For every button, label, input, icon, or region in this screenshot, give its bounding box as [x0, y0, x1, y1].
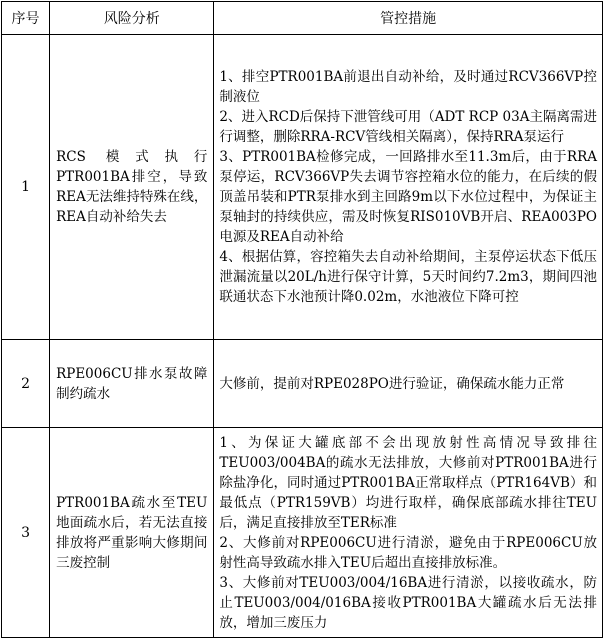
risk-analysis-cell: RCS 模式执行PTR001BA排空，导致REA无法维持特殊在线，REA自动补给失去 — [50, 35, 214, 340]
table-row — [2, 340, 603, 428]
control-item: 1、排空PTR001BA前退出自动补给，及时通过RCV366VP控制液位 — [219, 69, 597, 105]
control-item: 2、进入RCD后保持下泄管线可用（ADT RCP 03A主隔离需进行调整，删除RRA-RCV管线相关隔离），保持RRA泵运行 — [219, 109, 597, 145]
control-item: 2、大修前对RPE006CU进行清淤，避免由于RPE006CU放射性高导致疏水排入TEU后超出直接排放标准。 — [219, 534, 597, 571]
table-row — [2, 35, 603, 340]
table-header-row — [2, 2, 603, 35]
row-number: 1 — [2, 35, 50, 340]
header-risk-analysis: 风险分析 — [50, 2, 214, 35]
header-seq-no: 序号 — [2, 2, 50, 35]
row-number: 2 — [2, 340, 50, 428]
row-number: 3 — [2, 428, 50, 638]
control-item: 4、根据估算，容控箱失去自动补给期间，主泵停运状态下低压泄漏流量以20L/h进行保守计算，5天时间约7.2m3，期间四池联通状态下水池预计降0.02m，水池液位下降可控 — [219, 249, 597, 305]
risk-control-table — [1, 1, 603, 638]
control-item: 3、PTR001BA检修完成，一回路排水至11.3m后，由于RRA泵停运，RCV366VP失去调节容控箱水位的能力，在后续的假顶盖吊装和PTR泵排水到主回路9m以下水位过程中，为保证主泵轴封的持续供应，需及时恢复RIS010VB开启、REA003PO电源及REA自动补给 — [219, 149, 597, 245]
risk-analysis-cell: RPE006CU排水泵故障制约疏水 — [50, 340, 214, 428]
risk-analysis-cell: PTR001BA疏水至TEU地面疏水后，若无法直接排放将严重影响大修期间三废控制 — [50, 428, 214, 638]
table-row — [2, 428, 603, 638]
control-item: 1、为保证大罐底部不会出现放射性高情况导致排往TEU003/004BA的疏水无法排放，大修前对PTR001BA进行除盐净化，同时通过PTR001BA正常取样点（PTR164VB）和最低点（PTR159VB）均进行取样，确保底部疏水排往TEU后，满足直接排放至TER标准 — [219, 434, 597, 531]
header-control-measures: 管控措施 — [214, 2, 603, 35]
control-item: 3、大修前对TEU003/004/16BA进行清淤，以接收疏水，防止TEU003/004/016BA接收PTR001BA大罐疏水后无法排放，增加三废压力 — [219, 574, 597, 631]
control-measures-cell — [214, 340, 603, 428]
control-measures-cell — [214, 35, 603, 340]
control-measures-cell — [214, 428, 603, 638]
control-item: 大修前，提前对RPE028PO进行验证，确保疏水能力正常 — [219, 375, 565, 392]
